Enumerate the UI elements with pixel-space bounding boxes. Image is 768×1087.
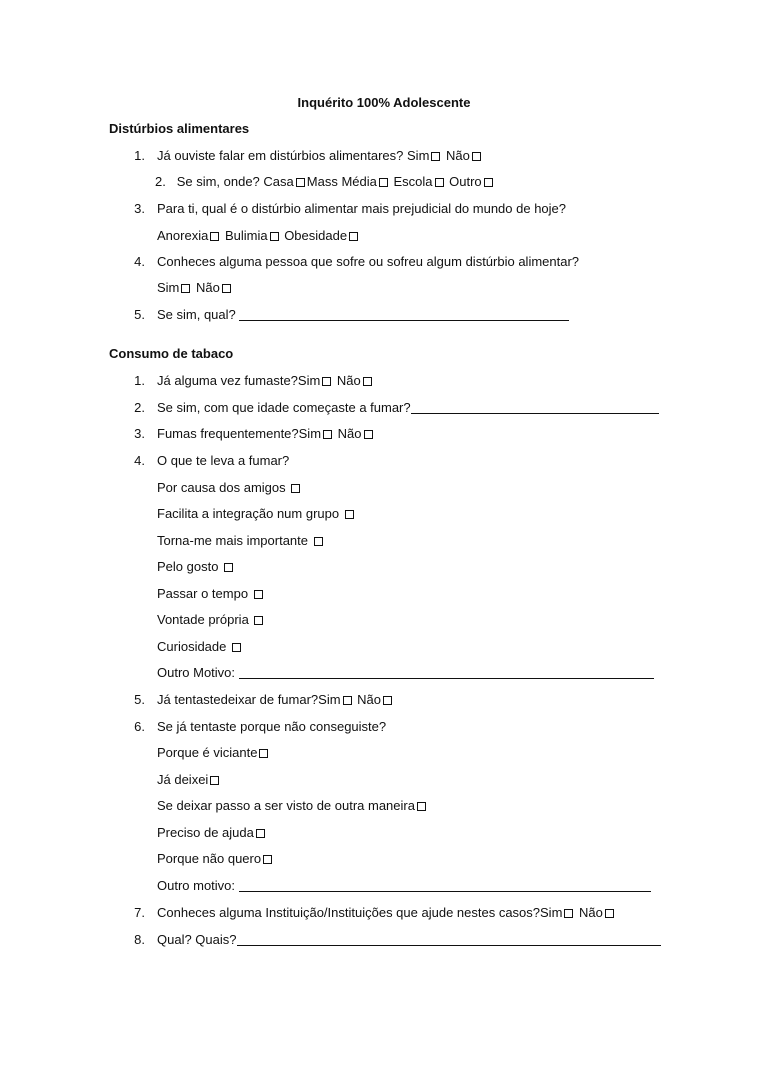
s1-q4-sim-checkbox[interactable] (181, 284, 190, 293)
s2-q1-nao-checkbox[interactable] (363, 377, 372, 386)
s2-q4-option-label: Torna-me mais importante (157, 533, 308, 548)
s2-q4-option-label: Vontade própria (157, 612, 249, 627)
s2-q5-sim-label: Sim (318, 692, 341, 707)
s1-q3-number: 3. (134, 201, 145, 216)
s1-q4-sim-label: Sim (157, 280, 180, 295)
section-heading-disturbios: Distúrbios alimentares (109, 121, 250, 136)
s2-q3 (157, 426, 375, 441)
s1-q2-outro-label: Outro (449, 174, 482, 189)
s1-q5-answer-line[interactable] (239, 308, 569, 321)
page-title (0, 95, 768, 110)
s2-q4-option-checkbox[interactable] (232, 643, 241, 652)
s1-q1-text: Já ouviste falar em distúrbios alimentares? (157, 148, 404, 163)
s1-q3-options (157, 228, 360, 243)
s2-q8-number: 8. (134, 932, 145, 947)
s2-q4-option (157, 612, 265, 627)
s1-q1-sim-label: Sim (407, 148, 430, 163)
page-title-text: Inquérito 100% Adolescente (297, 95, 471, 110)
s1-q3-anorexia-label: Anorexia (157, 228, 209, 243)
s2-q5-nao-label: Não (357, 692, 382, 707)
s2-q7-text: Conheces alguma Instituição/Instituições que ajude nestes casos? (157, 905, 541, 920)
s2-q4-option-checkbox[interactable] (345, 510, 354, 519)
s2-q6-option-checkbox[interactable] (263, 855, 272, 864)
s1-q4-nao-label: Não (196, 280, 220, 295)
s2-q1 (157, 373, 374, 388)
s2-q6-other-answer-line[interactable] (239, 879, 651, 892)
s1-q2-mass-checkbox[interactable] (379, 178, 388, 187)
s2-q6-option-label: Porque não quero (157, 851, 262, 866)
s2-q4-other-answer-line[interactable] (239, 666, 654, 679)
s1-q2-escola-checkbox[interactable] (435, 178, 444, 187)
s2-q4-option-label: Passar o tempo (157, 586, 249, 601)
s2-q6-option-checkbox[interactable] (417, 802, 426, 811)
s2-q7-nao-label: Não (579, 905, 603, 920)
s2-q3-nao-checkbox[interactable] (364, 430, 373, 439)
s2-q4-option (157, 559, 235, 574)
s1-q2-text: Se sim, onde? (176, 174, 260, 189)
s2-q6-option (157, 798, 428, 813)
s2-q4-text: O que te leva a fumar? (157, 453, 290, 468)
s2-q2-answer-line[interactable] (411, 401, 659, 414)
s1-q3-anorexia-checkbox[interactable] (210, 232, 219, 241)
s2-q7-nao-checkbox[interactable] (605, 909, 614, 918)
s2-q4-option-label: Pelo gosto (157, 559, 219, 574)
s2-q4-option-checkbox[interactable] (254, 590, 263, 599)
s2-q6-other (157, 878, 651, 893)
s1-q5-number: 5. (134, 307, 145, 322)
section-heading-tabaco: Consumo de tabaco (109, 346, 234, 361)
s2-q3-number: 3. (134, 426, 145, 441)
s2-q4-option-checkbox[interactable] (314, 537, 323, 546)
s2-q4-option (157, 480, 302, 495)
s1-q2-mass-label: Mass Média (306, 174, 377, 189)
s1-q5-text: Se sim, qual? (157, 307, 236, 322)
s2-q6-text: Se já tentaste porque não conseguiste? (157, 719, 387, 734)
s2-q4-option-label: Facilita a integração num grupo (157, 506, 340, 521)
s2-q3-nao-label: Não (337, 426, 362, 441)
s2-q6-option (157, 851, 274, 866)
s2-q4-option-checkbox[interactable] (291, 484, 300, 493)
s2-q1-number: 1. (134, 373, 145, 388)
s1-q4-nao-checkbox[interactable] (222, 284, 231, 293)
s2-q3-sim-checkbox[interactable] (323, 430, 332, 439)
s2-q5 (157, 692, 394, 707)
s2-q5-sim-checkbox[interactable] (343, 696, 352, 705)
s1-q1 (157, 148, 483, 163)
s2-q5-text: Já tentastedeixar de fumar? (157, 692, 319, 707)
s2-q2 (157, 400, 659, 415)
s1-q4-text: Conheces alguma pessoa que sofre ou sofreu algum distúrbio alimentar? (157, 254, 580, 269)
s2-q6-option-checkbox[interactable] (259, 749, 268, 758)
s2-q5-nao-checkbox[interactable] (383, 696, 392, 705)
s1-q3-obesidade-checkbox[interactable] (349, 232, 358, 241)
s2-q7-sim-checkbox[interactable] (564, 909, 573, 918)
s2-q6-option-label: Porque é viciante (157, 745, 258, 760)
s2-q4-other-label: Outro Motivo: (157, 665, 236, 680)
s1-q2-number: 2. (155, 174, 166, 189)
s1-q3-obesidade-label: Obesidade (284, 228, 348, 243)
s2-q7-number: 7. (134, 905, 145, 920)
s2-q6-option-label: Já deixei (157, 772, 209, 787)
s2-q5-number: 5. (134, 692, 145, 707)
s2-q3-text: Fumas frequentemente? (157, 426, 299, 441)
s2-q4-other (157, 665, 654, 680)
s2-q4-option (157, 586, 265, 601)
s2-q4-option-label: Curiosidade (157, 639, 227, 654)
s1-q2 (155, 174, 495, 189)
s2-q4-option (157, 639, 243, 654)
s2-q4-option (157, 533, 325, 548)
s2-q6-option-checkbox[interactable] (256, 829, 265, 838)
s2-q6-option (157, 772, 221, 787)
s1-q1-nao-label: Não (446, 148, 470, 163)
s1-q2-casa-checkbox[interactable] (296, 178, 305, 187)
s2-q2-text: Se sim, com que idade começaste a fumar? (157, 400, 411, 415)
s2-q6-other-label: Outro motivo: (157, 878, 236, 893)
s2-q4-option-checkbox[interactable] (254, 616, 263, 625)
s2-q7 (157, 905, 616, 920)
s2-q6-option-label: Preciso de ajuda (157, 825, 254, 840)
s2-q7-sim-label: Sim (540, 905, 563, 920)
s2-q4-option-label: Por causa dos amigos (157, 480, 286, 495)
s2-q6-option-checkbox[interactable] (210, 776, 219, 785)
s2-q6-option (157, 745, 270, 760)
s2-q3-sim-label: Sim (298, 426, 322, 441)
s2-q8-answer-line[interactable] (237, 933, 661, 946)
s1-q2-casa-label: Casa (263, 174, 294, 189)
s1-q5 (157, 307, 569, 322)
s1-q3-text: Para ti, qual é o distúrbio alimentar mais prejudicial do mundo de hoje? (157, 201, 567, 216)
s2-q8 (157, 932, 661, 947)
s2-q6-option-label: Se deixar passo a ser visto de outra maneira (157, 798, 415, 813)
s2-q2-number: 2. (134, 400, 145, 415)
s1-q1-number: 1. (134, 148, 145, 163)
s2-q4-number: 4. (134, 453, 145, 468)
s2-q8-text: Qual? Quais? (157, 932, 237, 947)
s2-q1-nao-label: Não (336, 373, 361, 388)
s2-q6-option (157, 825, 267, 840)
s1-q4-options (157, 280, 233, 295)
s1-q2-outro-checkbox[interactable] (484, 178, 493, 187)
s2-q4-option-checkbox[interactable] (224, 563, 233, 572)
s1-q1-nao-checkbox[interactable] (472, 152, 481, 161)
s2-q1-sim-label: Sim (297, 373, 321, 388)
s1-q1-sim-checkbox[interactable] (431, 152, 440, 161)
s1-q2-escola-label: Escola (393, 174, 433, 189)
s1-q3-bulimia-label: Bulimia (224, 228, 268, 243)
s1-q4-number: 4. (134, 254, 145, 269)
s2-q6-number: 6. (134, 719, 145, 734)
s2-q1-text: Já alguma vez fumaste? (157, 373, 298, 388)
s2-q1-sim-checkbox[interactable] (322, 377, 331, 386)
s1-q3-bulimia-checkbox[interactable] (270, 232, 279, 241)
s2-q4-option (157, 506, 356, 521)
